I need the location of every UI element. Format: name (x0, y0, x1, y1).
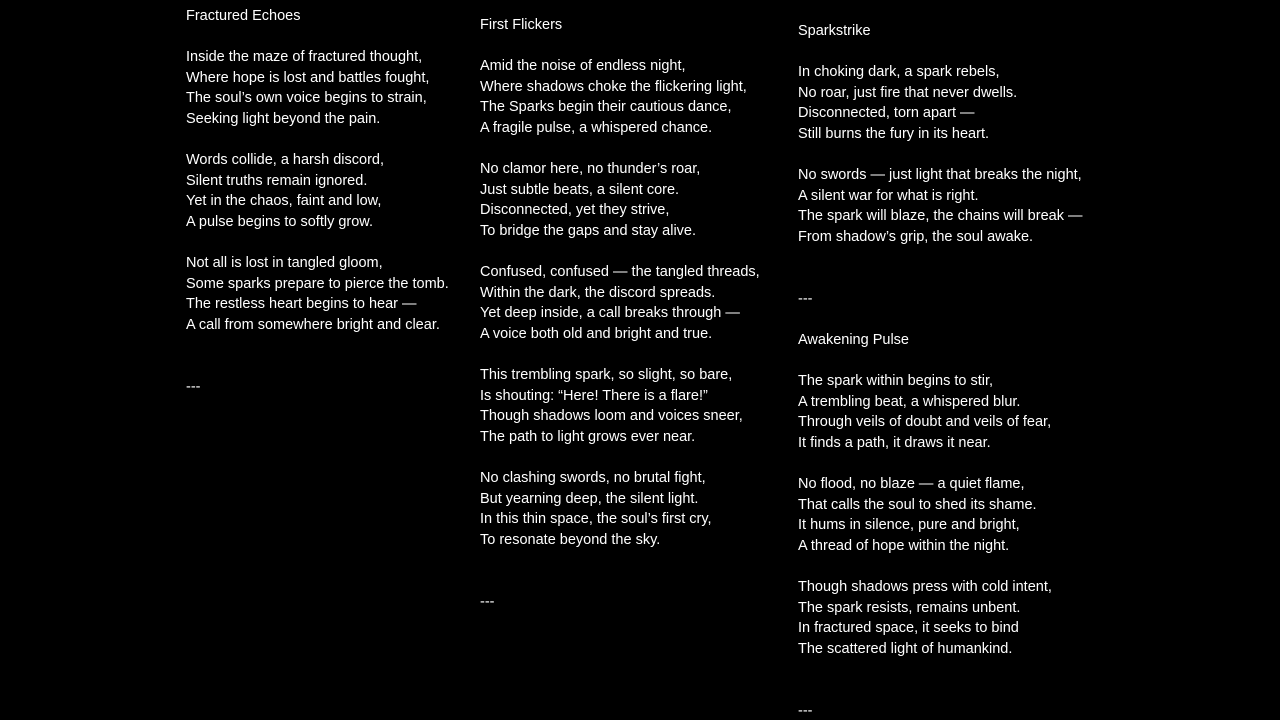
poem-stanza (798, 577, 1082, 659)
poem-line: The restless heart begins to hear — (186, 296, 417, 313)
stanza-gap (798, 556, 1082, 577)
poem-title: Sparkstrike (798, 23, 871, 39)
stanza-gap (480, 242, 760, 263)
stanza-gap (186, 130, 449, 151)
poem-line: No clamor here, no thunder’s roar, (480, 161, 701, 178)
poem-line: To bridge the gaps and stay alive. (480, 222, 697, 239)
poem-stanza (798, 62, 1082, 144)
poem-line: Yet deep inside, a call breaks through — (480, 305, 740, 322)
poem-line: No clashing swords, no brutal fight, (480, 470, 706, 487)
poem-stanza (186, 150, 449, 232)
poem-line: Words collide, a harsh discord, (186, 152, 384, 169)
stanza-gap (798, 453, 1082, 474)
poem-line: In fractured space, it seeks to bind (798, 620, 1019, 637)
poem-line: The scattered light of humankind. (798, 640, 1013, 657)
poem-line: Still burns the fury in its heart. (798, 125, 989, 142)
poem-separator: --- (186, 378, 201, 395)
poem-separator: --- (480, 593, 495, 610)
poem-stanza (480, 159, 760, 241)
poem-stanza (480, 365, 760, 447)
poem-separator: --- (798, 290, 813, 307)
poem-line: A voice both old and bright and true. (480, 325, 713, 342)
poem-line: Where shadows choke the flickering light, (480, 78, 747, 95)
poem-line: The Sparks begin their cautious dance, (480, 99, 732, 116)
poem-stanza (480, 468, 760, 550)
poem-stanza (186, 253, 449, 335)
poem-line: The spark within begins to stir, (798, 373, 994, 390)
poem-separator: --- (798, 702, 813, 719)
poem-line: That calls the soul to shed its shame. (798, 496, 1037, 513)
poem-line: A trembling beat, a whispered blur. (798, 393, 1021, 410)
poem-stanza (186, 47, 449, 129)
poem-line: From shadow’s grip, the soul awake. (798, 228, 1034, 245)
stanza-gap (798, 42, 1082, 63)
poem-line: A thread of hope within the night. (798, 537, 1010, 554)
poem-column-2 (480, 15, 760, 612)
poem-line: Silent truths remain ignored. (186, 172, 368, 189)
poem-stanza (480, 56, 760, 138)
poem-title: First Flickers (480, 17, 563, 33)
poem-line: Amid the noise of endless night, (480, 58, 686, 75)
poem-line: The path to light grows ever near. (480, 428, 696, 445)
stanza-gap (480, 36, 760, 57)
separator-gap (480, 550, 760, 591)
poem-stanza (798, 371, 1082, 453)
poem-line: It finds a path, it draws it near. (798, 434, 991, 451)
poem-stanza (798, 474, 1082, 556)
poem-line: A pulse begins to softly grow. (186, 213, 373, 230)
poem-line: The spark will blaze, the chains will break — (798, 208, 1083, 225)
poem-stanza (798, 165, 1082, 247)
poem-stanza (480, 262, 760, 344)
poem-line: This trembling spark, so slight, so bare, (480, 367, 733, 384)
poem-line: To resonate beyond the sky. (480, 531, 661, 548)
poem-line: Confused, confused — the tangled threads, (480, 264, 760, 281)
poem-line: A call from somewhere bright and clear. (186, 316, 440, 333)
poem-column-1 (186, 6, 449, 397)
stanza-gap (480, 345, 760, 366)
poem-line: In this thin space, the soul’s first cry, (480, 511, 712, 528)
poem-line: Not all is lost in tangled gloom, (186, 255, 383, 272)
stanza-gap (798, 351, 1082, 372)
poem-line: Through veils of doubt and veils of fear, (798, 414, 1052, 431)
poem-line: Disconnected, yet they strive, (480, 202, 670, 219)
poem-title: Fractured Echoes (186, 8, 301, 24)
poem-line: No roar, just fire that never dwells. (798, 84, 1018, 101)
poem-line: Within the dark, the discord spreads. (480, 284, 716, 301)
poem-line: The spark resists, remains unbent. (798, 599, 1021, 616)
separator-gap (798, 659, 1082, 700)
poem-line: The soul’s own voice begins to strain, (186, 90, 427, 107)
poem-line: It hums in silence, pure and bright, (798, 517, 1020, 534)
poem-line: Though shadows press with cold intent, (798, 579, 1052, 596)
poem-line: No swords — just light that breaks the night, (798, 167, 1082, 184)
poem-line: Where hope is lost and battles fought, (186, 69, 430, 86)
poem-line: Seeking light beyond the pain. (186, 110, 381, 127)
poem-line: Yet in the chaos, faint and low, (186, 193, 382, 210)
stanza-gap (186, 27, 449, 48)
poem-gap (798, 309, 1082, 330)
poem-line: Disconnected, torn apart — (798, 105, 975, 122)
poem-line: But yearning deep, the silent light. (480, 490, 699, 507)
stanza-gap (798, 145, 1082, 166)
poem-line: Though shadows loom and voices sneer, (480, 408, 743, 425)
poem-line: A silent war for what is right. (798, 187, 979, 204)
separator-gap (186, 336, 449, 377)
poem-line: Some sparks prepare to pierce the tomb. (186, 275, 449, 292)
stanza-gap (480, 139, 760, 160)
poem-line: Just subtle beats, a silent core. (480, 181, 680, 198)
separator-gap (798, 248, 1082, 289)
stanza-gap (480, 447, 760, 468)
poem-line: Is shouting: “Here! There is a flare!” (480, 387, 708, 404)
stanza-gap (186, 233, 449, 254)
poem-column-3 (798, 21, 1082, 720)
poem-line: A fragile pulse, a whispered chance. (480, 119, 713, 136)
poem-title: Awakening Pulse (798, 331, 909, 348)
poem-line: In choking dark, a spark rebels, (798, 64, 1000, 81)
poem-line: Inside the maze of fractured thought, (186, 49, 423, 66)
poem-line: No flood, no blaze — a quiet flame, (798, 476, 1025, 493)
